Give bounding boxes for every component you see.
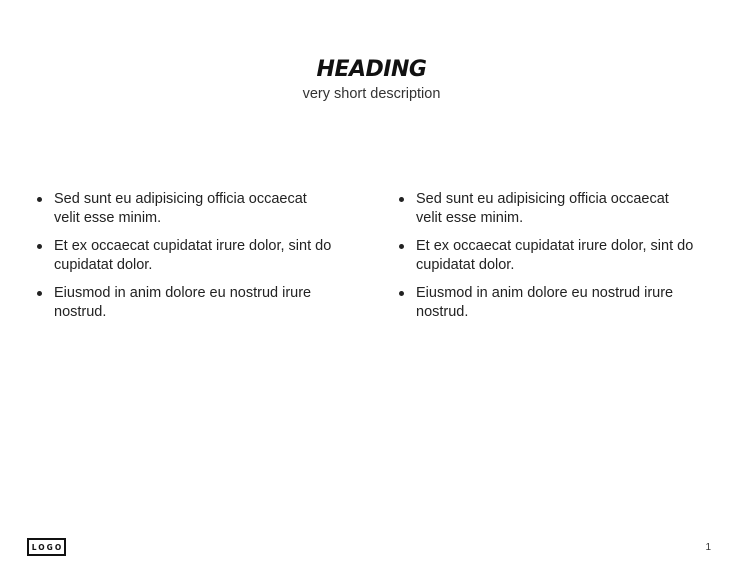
right-column <box>397 190 697 331</box>
left-column <box>35 190 335 331</box>
list-item <box>397 190 697 227</box>
list-item <box>397 237 697 274</box>
list-item <box>35 190 335 227</box>
bullet-icon <box>399 291 404 296</box>
list-item-text: Eiusmod in anim dolore eu nostrud irure nostrud. <box>54 285 312 320</box>
list-item <box>35 284 335 321</box>
list-item-text: Et ex occaecat cupidatat irure dolor, sint do cupidatat dolor. <box>54 238 332 273</box>
page-title: HEADING <box>316 57 427 82</box>
bullet-icon <box>37 197 42 202</box>
page-header <box>0 56 743 104</box>
list-item-text: Et ex occaecat cupidatat irure dolor, sint do cupidatat dolor. <box>416 238 694 273</box>
list-item-text: Sed sunt eu adipisicing officia occaecat velit esse minim. <box>416 191 669 226</box>
list-item <box>35 237 335 274</box>
bullet-icon <box>37 291 42 296</box>
logo <box>27 538 66 556</box>
bullet-icon <box>399 244 404 249</box>
bullet-icon <box>37 244 42 249</box>
bullet-icon <box>399 197 404 202</box>
list-item-text: Sed sunt eu adipisicing officia occaecat velit esse minim. <box>54 191 307 226</box>
list-item <box>397 284 697 321</box>
page-subtitle: very short description <box>302 86 441 102</box>
page-number: 1 <box>705 542 711 553</box>
logo-text: LOGO <box>31 542 64 552</box>
list-item-text: Eiusmod in anim dolore eu nostrud irure nostrud. <box>416 285 674 320</box>
bullet-list-left <box>35 190 335 321</box>
bullet-list-right <box>397 190 697 321</box>
